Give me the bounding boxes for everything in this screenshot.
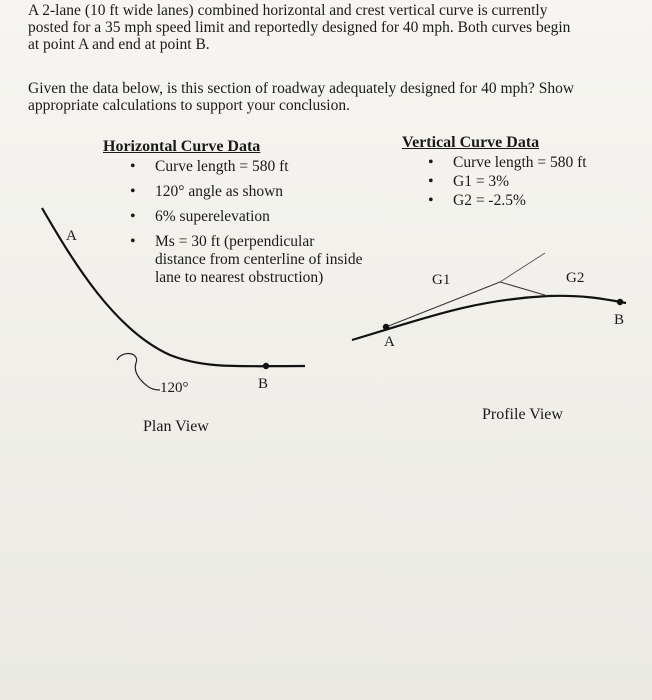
statement-line-2: posted for a 35 mph speed limit and reportedly designed for 40 mph. Both curves begin <box>28 19 571 36</box>
grade-tangent-g2 <box>500 282 548 296</box>
profile-label-g2: G2 <box>566 270 585 286</box>
question-line-1: Given the data below, is this section of roadway adequately designed for 40 mph? Show <box>28 80 575 97</box>
plan-point-b <box>263 363 269 369</box>
h-item-ms-text: Ms = 30 ft (perpendicular <box>155 233 315 250</box>
h-item-ms-cont-2: lane to nearest obstruction) <box>155 269 324 286</box>
h-item-superelevation: • 6% superelevation <box>130 207 400 226</box>
statement-line-1: A 2-lane (10 ft wide lanes) combined horizontal and crest vertical curve is currently <box>28 2 548 19</box>
v-item-curve-length: • Curve length = 580 ft <box>428 153 638 172</box>
v-item-g1: • G1 = 3% <box>428 172 638 191</box>
grade-extension <box>500 253 545 282</box>
profile-label-g1: G1 <box>432 272 451 288</box>
statement-line-3: at point A and end at point B. <box>28 36 210 53</box>
plan-label-b: B <box>258 376 269 392</box>
h-item-angle: • 120° angle as shown <box>130 182 400 201</box>
plan-label-a: A <box>66 228 77 244</box>
profile-view-caption: Profile View <box>482 406 563 423</box>
profile-label-a: A <box>384 334 395 350</box>
h-item-ms-cont-1: distance from centerline of inside <box>155 251 363 268</box>
question-line-2: appropriate calculations to support your conclusion. <box>28 97 350 114</box>
vertical-curve-title: Vertical Curve Data <box>402 134 540 151</box>
horizontal-curve-title: Horizontal Curve Data <box>103 138 261 155</box>
profile-label-b: B <box>614 312 625 328</box>
v-item-g2: • G2 = -2.5% <box>428 191 638 210</box>
angle-label: 120° <box>160 380 189 396</box>
plan-view-curve <box>42 208 305 366</box>
h-item-curve-length: • Curve length = 580 ft <box>130 157 400 176</box>
profile-point-b <box>617 299 623 305</box>
angle-arc-mark <box>117 354 160 390</box>
profile-point-a <box>383 324 389 330</box>
plan-view-caption: Plan View <box>143 418 209 435</box>
